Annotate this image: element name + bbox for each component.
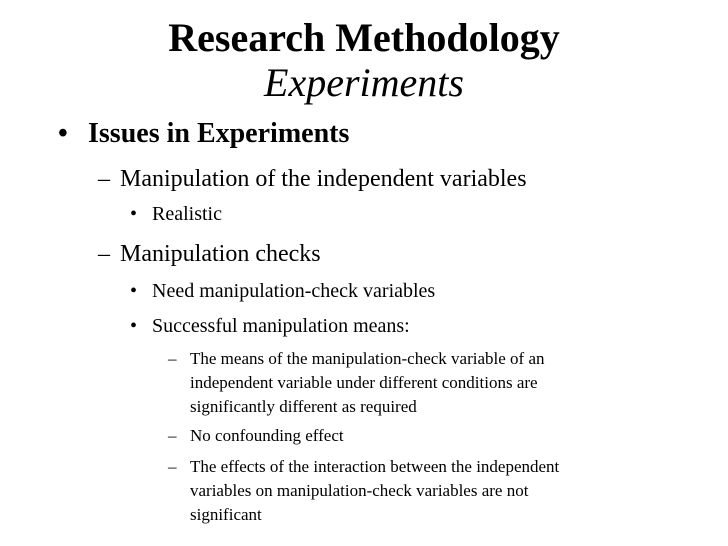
dash-marker: – bbox=[168, 457, 177, 476]
subsubbullet-text: Need manipulation-check variables bbox=[152, 280, 436, 302]
dot-marker: • bbox=[130, 203, 138, 225]
detail-text-line-1: The means of the manipulation-check variable of an bbox=[190, 349, 545, 368]
dash-marker: – bbox=[98, 166, 110, 192]
dot-marker: • bbox=[130, 315, 138, 337]
slide-subtitle: Experiments bbox=[264, 60, 464, 105]
bullet-text: Issues in Experiments bbox=[88, 118, 350, 149]
subsubbullet-text: Realistic bbox=[152, 203, 222, 225]
bullet-marker: • bbox=[58, 118, 68, 149]
dash-marker: – bbox=[98, 241, 110, 267]
dot-marker: • bbox=[130, 280, 138, 302]
subsubbullet-text: Successful manipulation means: bbox=[152, 315, 410, 337]
detail-text-line-2: variables on manipulation-check variables are not bbox=[190, 481, 529, 500]
slide-title: Research Methodology bbox=[168, 15, 560, 60]
detail-text-line-3: significantly different as required bbox=[190, 397, 417, 416]
detail-text: No confounding effect bbox=[190, 426, 344, 445]
detail-text-line-3: significant bbox=[190, 505, 262, 524]
detail-text-line-1: The effects of the interaction between the independent bbox=[190, 457, 560, 476]
title-block bbox=[0, 14, 728, 104]
dash-marker: – bbox=[168, 426, 177, 445]
subbullet-text: Manipulation checks bbox=[120, 241, 321, 267]
dash-marker: – bbox=[168, 349, 177, 368]
subbullet-text: Manipulation of the independent variables bbox=[120, 166, 527, 192]
detail-text-line-2: independent variable under different conditions are bbox=[190, 373, 538, 392]
